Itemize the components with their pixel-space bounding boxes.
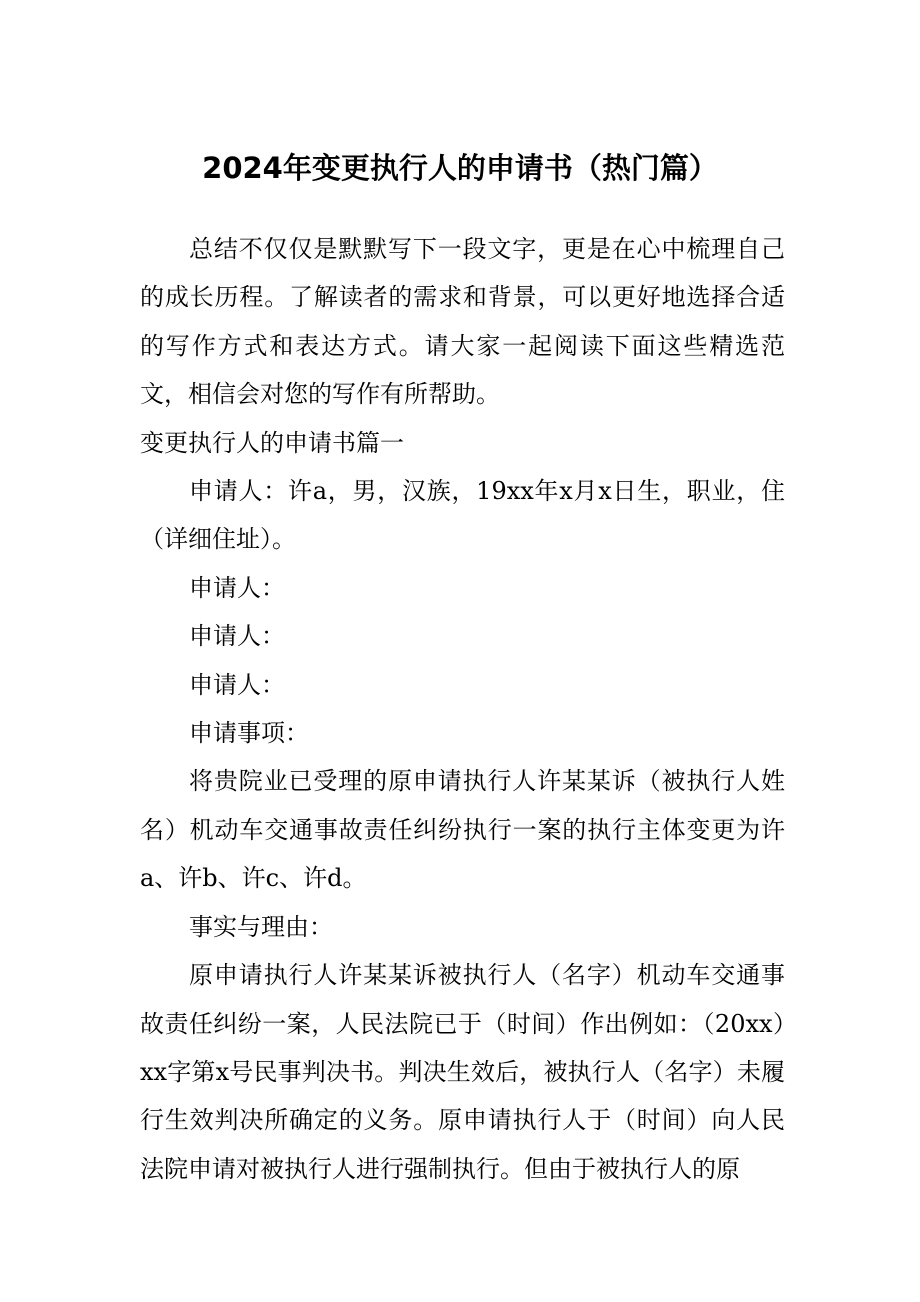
document-body (140, 225, 785, 1193)
facts-paragraph: 原申请执行人许某某诉被执行人（名字）机动车交通事故责任纠纷一案，人民法院已于（时间）作出例如：（20xx）xx字第x号民事判决书。判决生效后，被执行人（名字）未履行生效判决所确定的义务。原申请执行人于（时间）向人民法院申请对被执行人进行强制执行。但由于被执行人的原 (140, 961, 785, 1183)
applicant-line-3: 申请人： (189, 622, 285, 651)
request-paragraph: 将贵院业已受理的原申请执行人许某某诉（被执行人姓名）机动车交通事故责任纠纷执行一案的执行主体变更为许a、许b、许c、许d。 (140, 767, 785, 893)
applicant-line-4: 申请人： (189, 670, 285, 699)
intro-paragraph: 总结不仅仅是默默写下一段文字，更是在心中梳理自己的成长历程。了解读者的需求和背景，可以更好地选择合适的写作方式和表达方式。请大家一起阅读下面这些精选范文，相信会对您的写作有所帮助。 (140, 235, 785, 409)
applicant-line-2: 申请人： (189, 573, 285, 602)
request-label: 申请事项： (189, 719, 309, 748)
facts-label: 事实与理由： (189, 912, 333, 941)
section-heading: 变更执行人的申请书篇一 (140, 428, 404, 457)
document-title: 2024年变更执行人的申请书（热门篇） (202, 151, 718, 185)
applicant-info-paragraph: 申请人：许a，男，汉族，19xx年x月x日生，职业，住（详细住址）。 (140, 477, 785, 554)
